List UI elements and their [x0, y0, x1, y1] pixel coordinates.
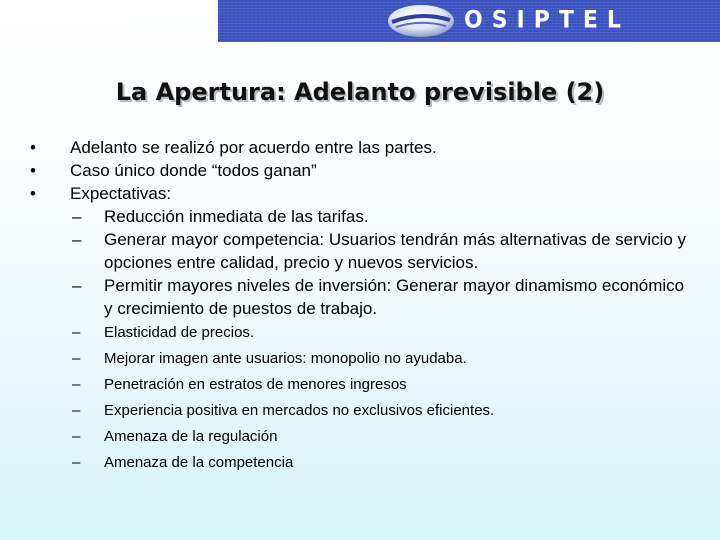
logo-banner — [218, 0, 720, 42]
sub-bullet-text: Penetración en estratos de menores ingresos — [104, 376, 407, 393]
sub-bullet-text: Amenaza de la regulación — [104, 428, 278, 445]
sub-bullet-item — [30, 398, 690, 424]
bullet-text: Adelanto se realizó por acuerdo entre las partes. — [70, 138, 437, 157]
sub-bullet-text: Generar mayor competencia: Usuarios tendrán más alternativas de servicio y opciones entre calidad, precio y nuevos servicios. — [104, 230, 687, 272]
slide-title: La Apertura: Adelanto previsible (2) — [115, 78, 605, 106]
sub-bullet-item — [30, 346, 690, 372]
sub-bullet-text: Amenaza de la competencia — [104, 454, 294, 471]
dash-marker: – — [72, 428, 81, 445]
bullet-marker: • — [30, 138, 36, 157]
sub-bullet-item — [30, 274, 690, 320]
sub-bullet-item — [30, 424, 690, 450]
slide-content — [30, 136, 690, 476]
sub-bullet-item — [30, 205, 690, 228]
dash-marker: – — [72, 402, 81, 419]
sub-bullet-item — [30, 450, 690, 476]
sub-bullet-item — [30, 228, 690, 274]
bullet-item — [30, 159, 690, 182]
dash-marker: – — [72, 207, 82, 226]
dash-marker: – — [72, 324, 81, 341]
sub-bullet-item — [30, 320, 690, 346]
sub-bullet-text: Elasticidad de precios. — [104, 324, 255, 341]
sub-bullet-text: Mejorar imagen ante usuarios: monopolio no ayudaba. — [104, 350, 467, 367]
dash-marker: – — [72, 230, 82, 249]
sub-bullet-text: Permitir mayores niveles de inversión: Generar mayor dinamismo económico y crecimiento de puestos de trabajo. — [104, 276, 685, 318]
bullet-marker: • — [30, 161, 36, 180]
dash-marker: – — [72, 376, 81, 393]
bullet-item — [30, 136, 690, 159]
bullet-text: Expectativas: — [70, 184, 172, 203]
dash-marker: – — [72, 276, 82, 295]
sub-bullet-text: Reducción inmediata de las tarifas. — [104, 207, 369, 226]
bullet-item — [30, 182, 690, 205]
dash-marker: – — [72, 454, 81, 471]
sub-bullet-text: Experiencia positiva en mercados no exclusivos eficientes. — [104, 402, 495, 419]
globe-icon — [386, 3, 456, 39]
sub-bullet-item — [30, 372, 690, 398]
bullet-text: Caso único donde “todos ganan” — [70, 161, 317, 180]
bullet-marker: • — [30, 184, 36, 203]
dash-marker: – — [72, 350, 81, 367]
logo-text: OSIPTEL — [464, 6, 630, 35]
